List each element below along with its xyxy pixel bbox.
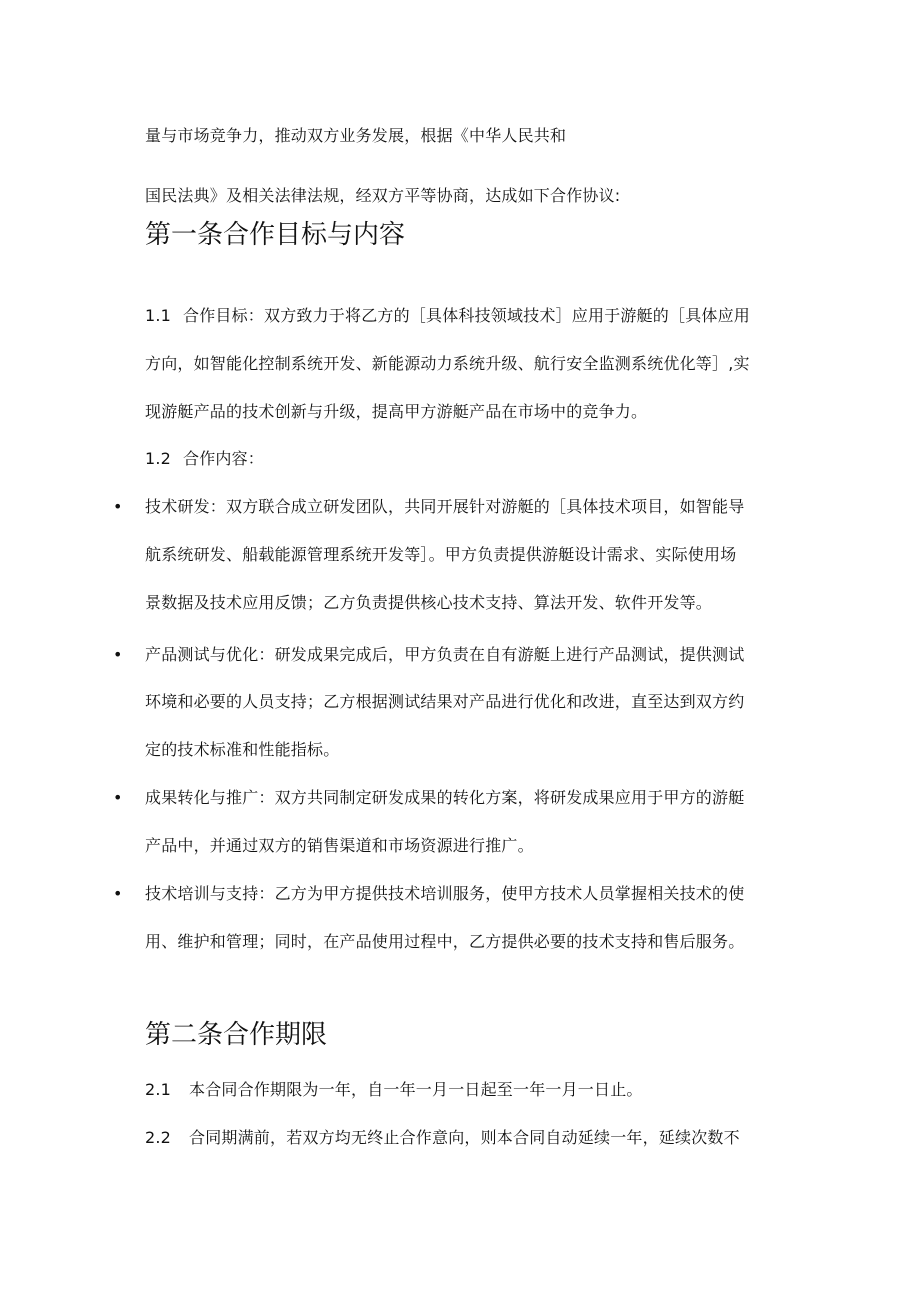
clause-text: 合作目标：双方致力于将乙方的［具体科技领域技术］应用于游艇的［具体应用 <box>183 306 751 325</box>
bullet-icon: • <box>113 884 123 903</box>
clause-text: 合作内容： <box>183 449 265 468</box>
intro-line-2: 国民法典》及相关法律法规，经双方平等协商，达成如下合作协议: <box>145 186 621 205</box>
bullet-1-line-1: 技术研发：双方联合成立研发团队，共同开展针对游艇的［具体技术项目，如智能导 <box>145 497 745 516</box>
intro-line-1: 量与市场竞争力，推动双方业务发展，根据《中华人民共和 <box>145 126 567 145</box>
bullet-icon: • <box>113 497 123 516</box>
bullet-2-line-2: 环境和必要的人员支持；乙方根据测试结果对产品进行优化和改进，直至达到双方约 <box>145 692 745 711</box>
clause-number: 2.1 <box>145 1080 172 1099</box>
clause-1-1-line-1 <box>145 306 750 326</box>
clause-1-2 <box>145 449 264 469</box>
clause-text: 本合同合作期限为一年，自一年一月一日起至一年一月一日止。 <box>189 1080 643 1099</box>
clause-1-1-line-2: 方向，如智能化控制系统开发、新能源动力系统升级、航行安全监测系统优化等］,实 <box>145 354 750 373</box>
bullet-1-line-2: 航系统研发、船载能源管理系统开发等］。甲方负责提供游艇设计需求、实际使用场 <box>145 545 737 564</box>
bullet-2-line-1: 产品测试与优化：研发成果完成后，甲方负责在自有游艇上进行产品测试，提供测试 <box>145 645 745 664</box>
bullet-4-line-2: 用、维护和管理；同时，在产品使用过程中，乙方提供必要的技术支持和售后服务。 <box>145 932 745 951</box>
bullet-icon: • <box>113 645 123 664</box>
clause-number: 1.1 <box>145 306 172 325</box>
clause-number: 1.2 <box>145 449 172 468</box>
bullet-icon: • <box>113 788 123 807</box>
clause-2-1 <box>145 1080 643 1100</box>
bullet-2-line-3: 定的技术标准和性能指标。 <box>145 740 340 759</box>
bullet-3-line-1: 成果转化与推广：双方共同制定研发成果的转化方案，将研发成果应用于甲方的游艇 <box>145 788 745 807</box>
article-2-heading: 第二条合作期限 <box>145 1020 328 1050</box>
clause-1-1-line-3: 现游艇产品的技术创新与升级，提高甲方游艇产品在市场中的竞争力。 <box>145 402 648 421</box>
bullet-3-line-2: 产品中，并通过双方的销售渠道和市场资源进行推广。 <box>145 836 534 855</box>
clause-text: 合同期满前，若双方均无终止合作意向，则本合同自动延续一年，延续次数不 <box>189 1128 740 1147</box>
clause-number: 2.2 <box>145 1128 172 1147</box>
bullet-4-line-1: 技术培训与支持：乙方为甲方提供技术培训服务，使甲方技术人员掌握相关技术的使 <box>145 884 745 903</box>
clause-2-2 <box>145 1128 740 1148</box>
bullet-1-line-3: 景数据及技术应用反馈；乙方负责提供核心技术支持、算法开发、软件开发等。 <box>145 593 713 612</box>
article-1-heading: 第一条合作目标与内容 <box>145 220 406 250</box>
